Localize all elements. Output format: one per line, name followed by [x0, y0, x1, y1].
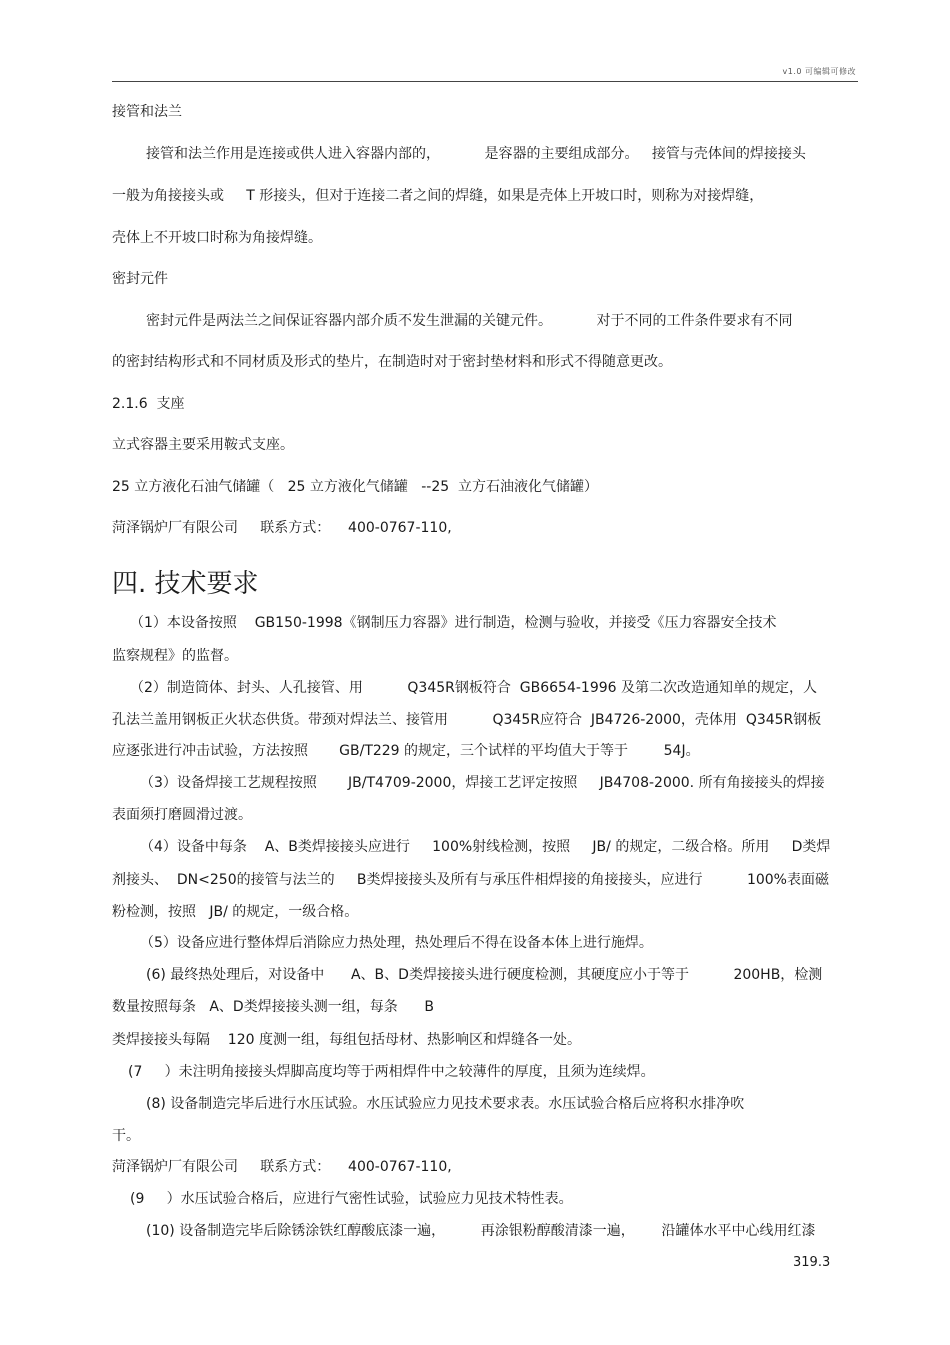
requirement-line: 剂接头、 DN<250的接管与法兰的 B类焊接接头及所有与承压件相焊接的角接接头，应进行 100%表面磁 — [112, 872, 829, 888]
paragraph-line: 一般为角接接头或 T 形接头，但对于连接二者之间的焊缝，如果是壳体上开坡口时，则称为对接焊缝， — [112, 188, 764, 204]
paragraph-line: 25 立方液化石油气储罐（ 25 立方液化气储罐 --25 立方石油液化气储罐） — [112, 479, 599, 495]
requirement-line: 监察规程》的监督。 — [112, 648, 238, 664]
company-contact: 菏泽锅炉厂有限公司 联系方式： 400-0767-110, — [112, 520, 452, 536]
heading-seal: 密封元件 — [112, 271, 168, 287]
requirement-line: （2）制造筒体、封头、人孔接管、用 Q345R钢板符合 GB6654-1996 及第二次改造通知单的规定，人 — [130, 680, 817, 696]
heading-nozzle-flange: 接管和法兰 — [112, 104, 182, 120]
requirement-line: (8) 设备制造完毕后进行水压试验。水压试验应力见技术要求表。水压试验合格后应将积水排净吹 — [146, 1096, 745, 1112]
requirement-line: 数量按照每条 A、D类焊接接头测一组，每条 B — [112, 999, 435, 1015]
requirement-line: (9 ）水压试验合格后，应进行气密性试验，试验应力见技术特性表。 — [130, 1191, 573, 1207]
requirement-line: （5）设备应进行整体焊后消除应力热处理，热处理后不得在设备本体上进行施焊。 — [140, 935, 653, 951]
paragraph-line: 立式容器主要采用鞍式支座。 — [112, 437, 294, 453]
requirement-line: (10) 设备制造完毕后除锈涂铁红醇酸底漆一遍， 再涂银粉醇酸清漆一遍， 沿罐体水平中心线用红漆 — [146, 1223, 816, 1239]
paragraph-line: 壳体上不开坡口时称为角接焊缝。 — [112, 230, 322, 246]
requirement-line: (7 ）未注明角接接头焊脚高度均等于两相焊件中之较薄件的厚度，且须为连续焊。 — [128, 1064, 655, 1080]
requirement-line: (6) 最终热处理后，对设备中 A、B、D类焊接接头进行硬度检测，其硬度应小于等于 200HB，检测 — [146, 967, 823, 983]
requirement-line: 应逐张进行冲击试验，方法按照 GB/T229 的规定，三个试样的平均值大于等于 54J。 — [112, 743, 700, 759]
section-title: 四. 技术要求 — [112, 569, 259, 599]
requirement-line: 干。 — [112, 1128, 140, 1144]
page-number: 319.3 — [793, 1255, 831, 1270]
requirement-line: （4）设备中每条 A、B类焊接接头应进行 100%射线检测，按照 JB/ 的规定，二级合格。所用 D类焊 — [140, 839, 831, 855]
paragraph-line: 接管和法兰作用是连接或供人进入容器内部的， 是容器的主要组成部分。 接管与壳体间的焊接接头 — [146, 146, 806, 162]
header-version-note: v1.0 可编辑可修改 — [782, 67, 856, 76]
requirement-line: 表面须打磨圆滑过渡。 — [112, 807, 252, 823]
paragraph-line: 密封元件是两法兰之间保证容器内部介质不发生泄漏的关键元件。 对于不同的工件条件要求有不同 — [146, 313, 793, 329]
requirement-line: 粉检测，按照 JB/ 的规定，一级合格。 — [112, 904, 359, 920]
company-contact: 菏泽锅炉厂有限公司 联系方式： 400-0767-110, — [112, 1159, 452, 1175]
paragraph-line: 的密封结构形式和不同材质及形式的垫片，在制造时对于密封垫材料和形式不得随意更改。 — [112, 354, 672, 370]
requirement-line: （1）本设备按照 GB150-1998《钢制压力容器》进行制造，检测与验收，并接受《压力容器安全技术 — [130, 615, 777, 631]
heading-support: 2.1.6 支座 — [112, 396, 185, 412]
requirement-line: （3）设备焊接工艺规程按照 JB/T4709-2000，焊接工艺评定按照 JB4708-2000. 所有角接接头的焊接 — [140, 775, 825, 791]
header-rule — [112, 81, 858, 82]
requirement-line: 类焊接接头每隔 120 度测一组，每组包括母材、热影响区和焊缝各一处。 — [112, 1032, 581, 1048]
requirement-line: 孔法兰盖用钢板正火状态供货。带颈对焊法兰、接管用 Q345R应符合 JB4726-2000，壳体用 Q345R钢板 — [112, 712, 822, 728]
